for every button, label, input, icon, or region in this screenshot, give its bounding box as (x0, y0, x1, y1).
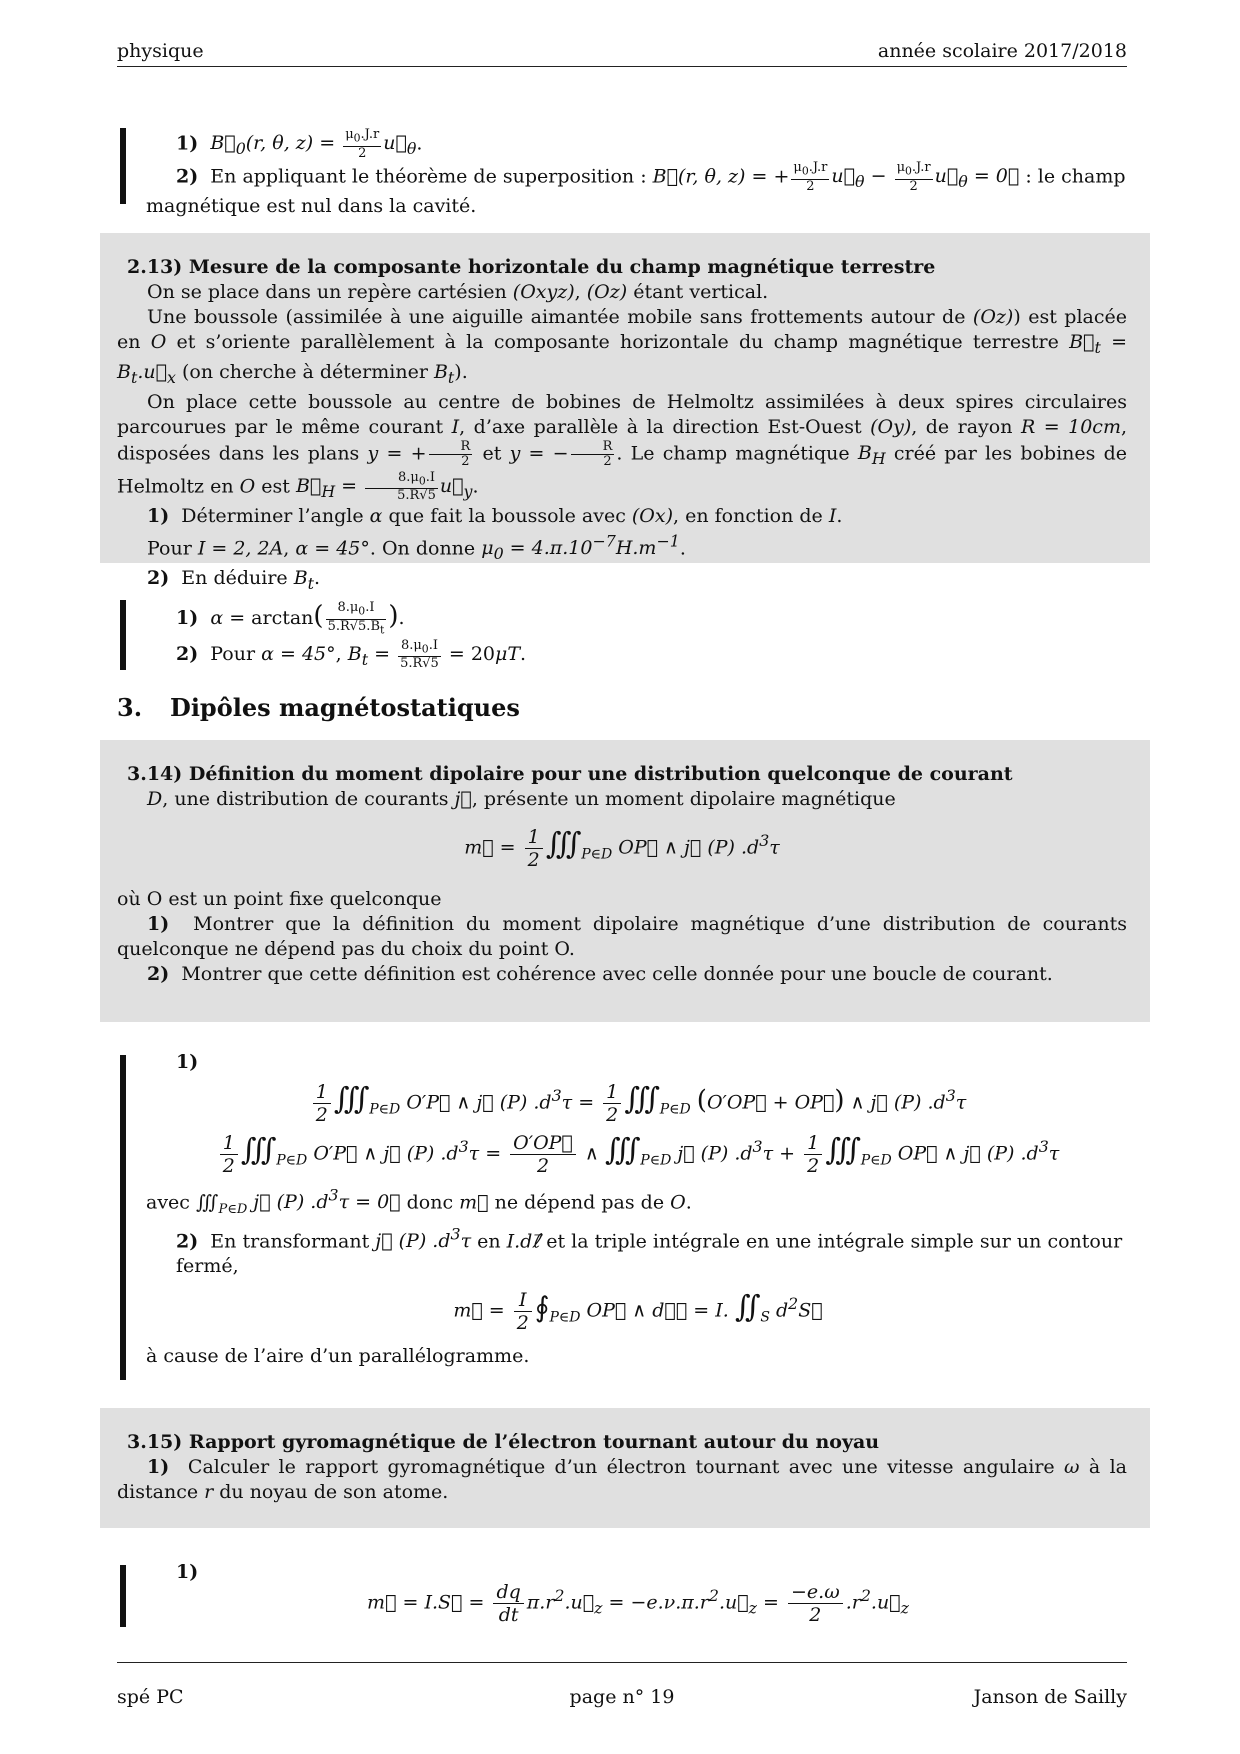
answer-label-1: 1) (176, 1051, 199, 1073)
exercise-paragraph: où O est un point fixe quelconque (117, 888, 442, 910)
answer-3-14 (120, 1050, 1130, 1369)
exercise-3-14 (100, 740, 1150, 1022)
answer-text-3: à cause de l’aire d’un parallélogramme. (146, 1345, 530, 1368)
footer-class: spé PC (117, 1686, 184, 1708)
header-subject: physique (117, 40, 204, 62)
question-1-data: Pour I = 2, 2A, α = 45°. On donne $\mu_0 = 4.\pi.10^{-7}H.m^{-1}$. (147, 531, 686, 564)
header-year: année scolaire 2017/2018 (877, 40, 1127, 62)
answer-line-2: 2) En appliquant le théorème de superposition : B⃗(r, θ, z) = + $\frac{\mu_0.J.r}{2}$ $u⃗_\theta$ − $\frac{\mu_0.J.r}{2}$ $u⃗_\theta$ = 0⃗ : le champ (176, 160, 1126, 194)
question-1: 1) Calculer le rapport gyromagnétique d’un électron tournant avec une vitesse angulaire ω à la distance r du noyau de son atome. (117, 1456, 1127, 1503)
exercise-title: 2.13) Mesure de la composante horizontale du champ magnétique terrestre (127, 256, 936, 278)
equation-3: m⃗ = $\frac{I}{2}$ $∮_{P\in D}$ OP⃗ ∧ dℓ⃗ = I. $∬_S$ $d^2S⃗$ (453, 1289, 823, 1335)
question-2: 2) Montrer que cette définition est cohérence avec celle donnée pour une boucle de courant. (147, 963, 1053, 985)
exercise-paragraph: Une boussole (assimilée à une aiguille aimantée mobile sans frottements autour de (Oz)) est placée en O et s’oriente parallèlement à la composante horizontale du champ magnétique terrestre $B⃗_t$ = $B_t.u⃗_x$ (on cherche à déterminer $B_t$). (117, 306, 1128, 387)
answer-text-2: 2) En transformant j⃗ (P) $.d^3\tau$ en I.dℓ⃗ et la triple intégrale en une intégrale simple sur un contour fermé, (176, 1225, 1123, 1278)
question-1: 1) Montrer que la définition du moment dipolaire magnétique d’une distribution de courants quelconque ne dépend pas du choix du point O. (117, 913, 1127, 960)
answer-3-15 (120, 1560, 1130, 1632)
answer-bar (120, 600, 126, 670)
exercise-2-13 (100, 233, 1150, 593)
answer-line-1: 1) $B⃗_0(r$, θ, z) = $\frac{\mu_0.J.r}{2}$ $u⃗_\theta$. (176, 127, 423, 161)
header-rule (117, 66, 1127, 67)
section-heading (117, 693, 520, 722)
answer-text-1: avec $∭_{P\in D}$ j⃗ (P) $.d^3\tau$ = 0⃗ donc m⃗ ne dépend pas de O. (146, 1186, 692, 1218)
exercise-paragraph: On place cette boussole au centre de bobines de Helmoltz assimilées à deux spires circulaires parcourues par le même courant I, d’axe parallèle à la direction Est-Ouest (Oy), de rayon R = 10cm, disposées dans les plans y = + $\frac{R}{2}$ et y = − $\frac{R}{2}$ . Le champ magnétique $B_H$ créé par les bobines de Helmoltz en O est $B⃗_H$ = $\frac{8.\mu_0.I}{5.R√5}$ $u⃗_y$. (117, 390, 1128, 504)
answer-2-12 (120, 128, 1130, 219)
exercise-title: 3.15) Rapport gyromagnétique de l’électron tournant autour du noyau (127, 1431, 880, 1453)
answer-label-1: 1) (176, 1561, 199, 1583)
answer-line-2: 2) Pour α = 45°, $B_t$ = $\frac{8.\mu_0.I}{5.R√5}$ = 20μT. (176, 637, 527, 672)
answer-bar (120, 1055, 126, 1380)
answer-bar (120, 128, 126, 204)
exercise-paragraph: On se place dans un repère cartésien (Oxyz), (Oz) étant vertical. (147, 281, 769, 303)
section-title: Dipôles magnétostatiques (170, 693, 520, 722)
footer-rule (117, 1662, 1127, 1663)
question-2: 2) En déduire $B_t$. (147, 567, 321, 593)
equation-1: $\frac{1}{2}$ $∭_{P\in D}$ O′P⃗ ∧ j⃗ (P) $.d^3\tau$ = $\frac{1}{2}$ $∭_{P\in D}$ (O′OP⃗ + OP⃗) ∧ j⃗ (P) $.d^3\tau$ (146, 1081, 1130, 1126)
dipole-equation: m⃗ = $\frac{1}{2}$ $∭_{P\in D}$ OP⃗ ∧ j⃗ (P) $.d^3\tau$ (464, 826, 780, 871)
equation-2: $\frac{1}{2}$ $∭_{P\in D}$ O′P⃗ ∧ j⃗ (P) $.d^3\tau$ = $\frac{O'OP⃗}{2}$ ∧ $∭_{P\in D}$ j⃗ (P) $.d^3\tau$ + $\frac{1}{2}$ $∭_{P\in D}$ OP⃗ ∧ j⃗ (P) $.d^3\tau$ (146, 1132, 1130, 1177)
exercise-3-15 (100, 1408, 1150, 1528)
question-1: 1) Déterminer l’angle α que fait la boussole avec (Ox), en fonction de I. (147, 504, 843, 527)
answer-bar (120, 1565, 126, 1627)
gyromagnetic-equation: m⃗ = I.S⃗ = $\frac{dq}{dt}$ $\pi.r^2.u⃗_z$ = $-e.\nu.\pi.r^2.u⃗_z$ = $\frac{-e.\omega}{2}$ $.r^2.u⃗_z$ (367, 1581, 909, 1626)
exercise-paragraph: D, une distribution de courants j⃗, présente un moment dipolaire magnétique (147, 788, 896, 810)
answer-line-3: magnétique est nul dans la cavité. (146, 195, 477, 218)
footer-school: Janson de Sailly (973, 1686, 1127, 1708)
exercise-title: 3.14) Définition du moment dipolaire pour une distribution quelconque de courant (127, 763, 1013, 785)
section-number: 3. (117, 693, 143, 722)
answer-line-1: 1) α = arctan( $\frac{8.\mu_0.I}{5.R√5.B_t}$ ). (176, 599, 405, 637)
footer-page-number: page n° 19 (569, 1686, 675, 1708)
fraction: $\frac{\mu_0.J.r}{2}$ (345, 127, 380, 161)
answer-2-13 (120, 600, 1130, 677)
